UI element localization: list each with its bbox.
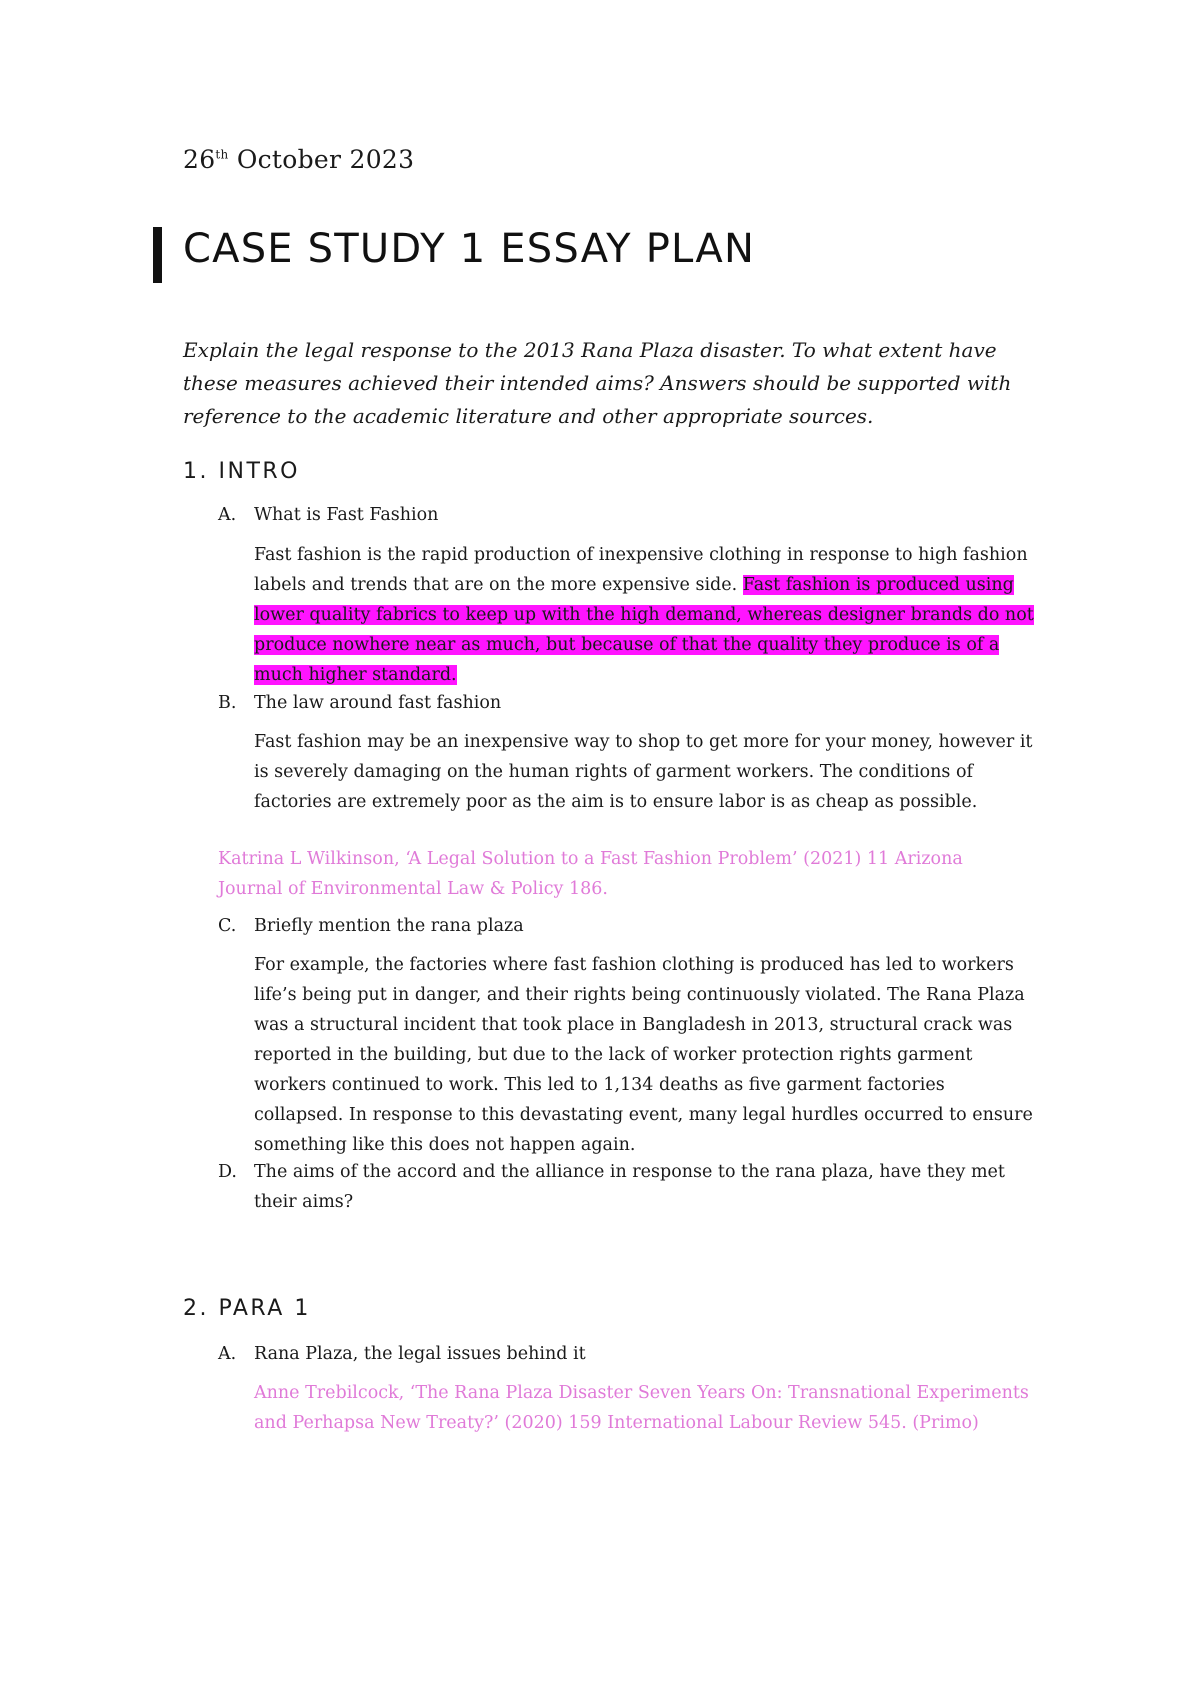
section-number: 1.	[183, 459, 209, 484]
item-label: What is Fast Fashion	[254, 505, 439, 525]
body-paragraph-rana-plaza: For example, the factories where fast fashion clothing is produced has led to workers life’s being put in danger, and their rights being continuously violated. The Rana Plaza was a structural incident that took place in Bangladesh in 2013, structural crack was reported in the building, but due to the lack of worker protection rights garment workers continued to work. This led to 1,134 deaths as five garment factories collapsed. In response to this devastating event, many legal hurdles occurred to ensure something like this does not happen again.	[254, 955, 1033, 1155]
section-title: INTRO	[218, 459, 300, 484]
date-day: 26	[183, 145, 216, 174]
document-date	[183, 145, 414, 174]
item-label: The law around fast fashion	[254, 693, 502, 713]
item-letter: B.	[218, 693, 237, 713]
section-number: 2.	[183, 1296, 209, 1321]
body-text: Fast fashion is the rapid production of inexpensive clothing in response to high fashion labels and trends that are on the more expensive side.	[254, 545, 1028, 595]
section-title: PARA 1	[218, 1296, 311, 1321]
essay-prompt: Explain the legal response to the 2013 Rana Plaza disaster. To what extent have these measures achieved their intended aims? Answers should be supported with reference to the academic literature and other appropriate sources.	[183, 338, 1012, 428]
section-heading-intro	[183, 459, 300, 484]
item-letter: C.	[218, 916, 237, 936]
body-paragraph-fast-fashion	[254, 540, 1034, 690]
item-label: Briefly mention the rana plaza	[254, 916, 524, 936]
body-paragraph-law: Fast fashion may be an inexpensive way to shop to get more for your money, however it is severely damaging on the human rights of garment workers. The conditions of factories are extremely poor as the aim is to ensure labor is as cheap as possible.	[254, 732, 1033, 812]
section-heading-para-1	[183, 1296, 311, 1321]
item-letter: D.	[218, 1162, 237, 1182]
item-letter: A.	[218, 1344, 237, 1364]
citation-trebilcock: Anne Trebilcock, ‘The Rana Plaza Disaster Seven Years On: Transnational Experiments and Perhapsa New Treaty?’ (2020) 159 International Labour Review 545. (Primo)	[254, 1383, 1029, 1433]
citation-wilkinson: Katrina L Wilkinson, ‘A Legal Solution to a Fast Fashion Problem’ (2021) 11 Arizona Journal of Environmental Law & Policy 186.	[218, 849, 963, 899]
title-accent-bar	[153, 227, 162, 283]
page-title: CASE STUDY 1 ESSAY PLAN	[183, 226, 756, 272]
item-label: Rana Plaza, the legal issues behind it	[254, 1344, 586, 1364]
item-letter: A.	[218, 505, 237, 525]
date-suffix: th	[215, 147, 229, 162]
date-rest: October 2023	[228, 145, 415, 174]
highlighted-text: Fast fashion is produced using lower quality fabrics to keep up with the high demand, whereas designer brands do not produce nowhere near as much, but because of that the quality they produce is of a much higher standard.	[254, 575, 1034, 685]
item-label: The aims of the accord and the alliance in response to the rana plaza, have they met their aims?	[254, 1162, 1005, 1212]
